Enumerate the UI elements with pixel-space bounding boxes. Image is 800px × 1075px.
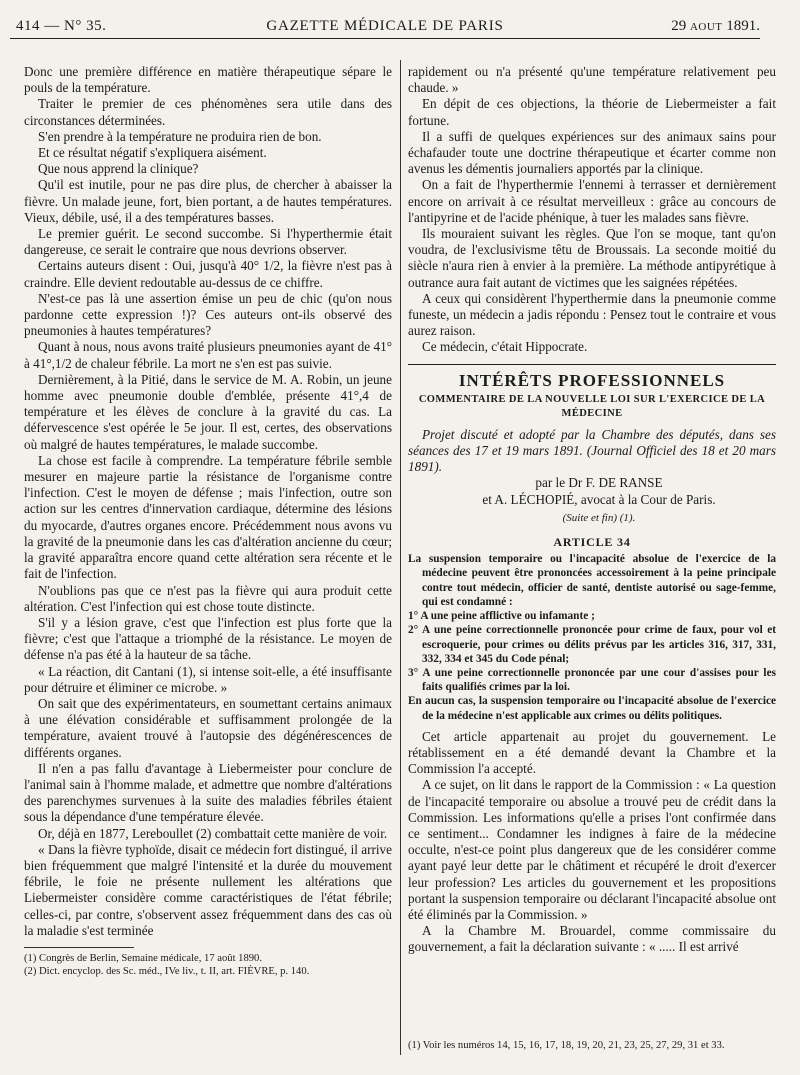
paragraph: En dépit de ces objections, la théorie de Liebermeister a fait fortune. <box>408 96 776 128</box>
paragraph: Il a suffi de quelques expériences sur des animaux sains pour échafauder toute une doctrine thérapeutique et écarter comme non avenus les démentis journaliers apportés par la clinique. <box>408 128 776 177</box>
column-divider <box>400 60 401 1055</box>
page-number: 414 — N° 35. <box>16 18 107 34</box>
paragraph: Il n'en a pas fallu d'avantage à Liebermeister pour conclure de l'animal sain à l'homme malade, et admettre que nombre d'altérations des parenchymes survenues à la suite des maladies fébriles étaient sous la dépendance d'une température élevée. <box>24 760 392 825</box>
paragraph: Or, déjà en 1877, Lereboullet (2) combattait cette manière de voir. <box>38 825 388 841</box>
paragraph: S'il y a lésion grave, c'est que l'infection est plus forte que la fièvre; c'est que l'attaque a triomphé de la résistance. Le moyen de défense n'a pas été à la hauteur de sa tâche. <box>24 614 392 663</box>
article-line: En aucun cas, la suspension temporaire ou l'incapacité absolue de l'exercice de la médecine n'est applicable aux crimes ou délits politiques. <box>408 695 776 722</box>
left-footnotes <box>24 952 392 978</box>
page-header <box>10 16 760 39</box>
paragraph: Dernièrement, à la Pitié, dans le service de M. A. Robin, un jeune homme avec pneumonie double d'emblée, présente 41°,4 de température et les élèves de conclure à la gravité du cas. La défervescence s'est opérée le 5e jour. Il est, certes, des observations où malgré de hautes températures, le malade succombe. <box>24 371 392 452</box>
paragraph: On a fait de l'hyperthermie l'ennemi à terrasser et dernièrement encore on arrivait à ce résultat merveilleux : grâce au concours de l'antipyrine et de l'acide phénique, à tuer les malades sans fièvre. <box>408 177 776 225</box>
article-text <box>408 552 776 722</box>
paragraph: Ils mouraient suivant les règles. Que l'on se moque, tant qu'on voudra, de l'exclusivisme têtu de Broussais. La seconde moitié du siècle n'aura rien à envier à la première. La méthode antipyrétique à outrance aura fait autant de victimes que les saignées répétées. <box>408 226 776 290</box>
paragraph: S'en prendre à la température ne produira rien de bon. <box>38 128 322 144</box>
paragraph: Cet article appartenait au projet du gouvernement. Le rétablissement en a été demandé devant la Chambre et la Commission l'a accepté. <box>408 728 776 777</box>
paragraph: Certains auteurs disent : Oui, jusqu'à 40° 1/2, la fièvre n'est pas à craindre. Elle devient redoutable au-dessus de ce chiffre. <box>24 258 392 290</box>
paragraph: N'est-ce pas là une assertion émise un peu de chic (qu'on nous pardonne cette expression !)? Ces auteurs ont-ils observé des pneumonies à hautes températures? <box>24 290 392 339</box>
paragraph: On sait que des expérimentateurs, en soumettant certains animaux à une élévation considérable et suffisamment prolongée de la température, avaient trouvé à l'autopsie des dégénérescences de différents organes. <box>24 695 392 760</box>
section-separator <box>408 364 776 365</box>
section-title: INTÉRÊTS PROFESSIONNELS <box>458 370 726 390</box>
left-column <box>24 64 392 978</box>
paragraph: Le premier guérit. Le second succombe. Si l'hyperthermie était dangereuse, ce serait le contraire que nous devrions observer. <box>24 226 392 258</box>
paragraph: Que nous apprend la clinique? <box>38 161 199 177</box>
right-footnote: (1) Voir les numéros 14, 15, 16, 17, 18, 19, 20, 21, 23, 25, 27, 29, 31 et 33. <box>408 1040 725 1051</box>
journal-title: GAZETTE MÉDICALE DE PARIS <box>266 18 504 34</box>
paragraph: « La réaction, dit Cantani (1), si intense soit-elle, a été insuffisante pour détruire et éliminer ce microbe. » <box>24 663 392 695</box>
article-line: 2° A une peine correctionnelle prononcée pour crime de faux, pour vol et escroquerie, pour crimes ou délits prévus par les articles 316, 317, 331, 332, 334 et 345 du Code pénal; <box>408 624 776 665</box>
continuation-note: (Suite et fin) (1). <box>562 511 636 524</box>
article-line: 3° A une peine correctionnelle prononcée par une cour d'assises pour les faits qualifiés crimes par la loi. <box>408 666 776 694</box>
section-subtitle: COMMENTAIRE DE LA NOUVELLE LOI SUR L'EXERCICE DE LA MÉDECINE <box>418 393 766 419</box>
paragraph: Donc une première différence en matière thérapeutique sépare le pouls de la température. <box>24 64 392 96</box>
paragraph: « Dans la fièvre typhoïde, disait ce médecin fort distingué, il arrive bien fréquemment que malgré l'intensité et la durée du mouvement fébrile, le foie ne présente nullement les altérations que Liebermeister considère comme caractéristiques de l'état fébrile; celles-ci, par contre, s'observent assez fréquemment dans des cas où la maladie s'est terminée <box>24 841 392 938</box>
footnote-rule <box>24 947 134 948</box>
article-title: ARTICLE 34 <box>553 535 631 550</box>
paragraph: Ce médecin, c'était Hippocrate. <box>422 339 588 355</box>
byline-coauthor: et A. LÉCHOPIÉ, avocat à la Cour de Paris. <box>482 491 716 507</box>
paragraph: Traiter le premier de ces phénomènes sera utile dans des circonstances déterminées. <box>24 96 392 128</box>
paragraph: La chose est facile à comprendre. La température fébrile semble mesurer en majeure partie la résistance de l'organisme contre l'infection. C'est le moyen de défense ; mais l'infection, outre son action sur les centres d'innervation cardiaque, détermine des lésions du myocarde, d'autres organes encore. Précédemment nous avons vu la gravité de la pneumonie dans les cas d'altération ancienne du cœur; la gravité apparaîtra encore quand cette altération sera récente et le fait de l'infection. <box>24 452 392 582</box>
paragraph: A ce sujet, on lit dans le rapport de la Commission : « La question de l'incapacité temporaire ou absolue a trouvé peu de crédit dans la Commission. Les informations qu'elle a prises l'ont confirmée dans ce sentiment... Condamner les indignes à faire de la médecine occulte, n'est-ce point plus dangereux que de les considérer comme ayant payé leur dette par le châtiment et récupéré le droit d'exercer leur profession? Les articles du gouvernement et les propositions portant la suspension temporaire ou déclarant l'incapacité absolue ont été éliminés par la Commission. » <box>408 777 776 922</box>
paragraph: A la Chambre M. Brouardel, comme commissaire du gouvernement, a fait la déclaration suivante : « ..... Il est arrivé <box>408 923 776 955</box>
paragraph: Qu'il est inutile, pour ne pas dire plus, de chercher à abaisser la fièvre. Un malade jeune, fort, bien portant, a de hautes températures. Vieux, débile, usé, il a des températures basses. <box>24 177 392 225</box>
paragraph: Quant à nous, nous avons traité plusieurs pneumonies ayant de 41° à 41°,1/2 de chaleur fébrile. La mort ne s'en est pas suivie. <box>24 339 392 371</box>
issue-date: 29 AOUT 1891. <box>671 18 760 34</box>
paragraph: Et ce résultat négatif s'expliquera aisément. <box>38 145 267 161</box>
article-line: 1° A une peine afflictive ou infamante ; <box>408 610 595 623</box>
section-intro: Projet discuté et adopté par la Chambre des députés, dans ses séances des 17 et 19 mars 1891. (Journal Officiel des 18 et 20 mars 1891). <box>408 426 776 475</box>
footnote: (1) Congrès de Berlin, Semaine médicale, 17 août 1890. <box>24 952 263 964</box>
paragraph: A ceux qui considèrent l'hyperthermie dans la pneumonie comme funeste, un médecin a jadis répondu : Pensez tout le contraire et vous aurez raison. <box>408 290 776 339</box>
paragraph: N'oublions pas que ce n'est pas la fièvre qui aura produit cette altération. C'est l'infection qui est chose toute distincte. <box>24 582 392 614</box>
byline-authors: par le Dr F. DE RANSE <box>535 475 663 491</box>
paragraph: rapidement ou n'a présenté qu'une température relativement peu chaude. » <box>408 64 776 96</box>
footnote: (2) Dict. encyclop. des Sc. méd., IVe liv., t. II, art. FIÈVRE, p. 140. <box>24 965 310 977</box>
article-line: La suspension temporaire ou l'incapacité absolue de l'exercice de la médecine peuvent être prononcées accessoirement à la peine principale contre tout médecin, officier de santé, dentiste autorisé ou sage-femme, qui est condamné : <box>408 553 776 608</box>
right-column <box>408 64 776 956</box>
